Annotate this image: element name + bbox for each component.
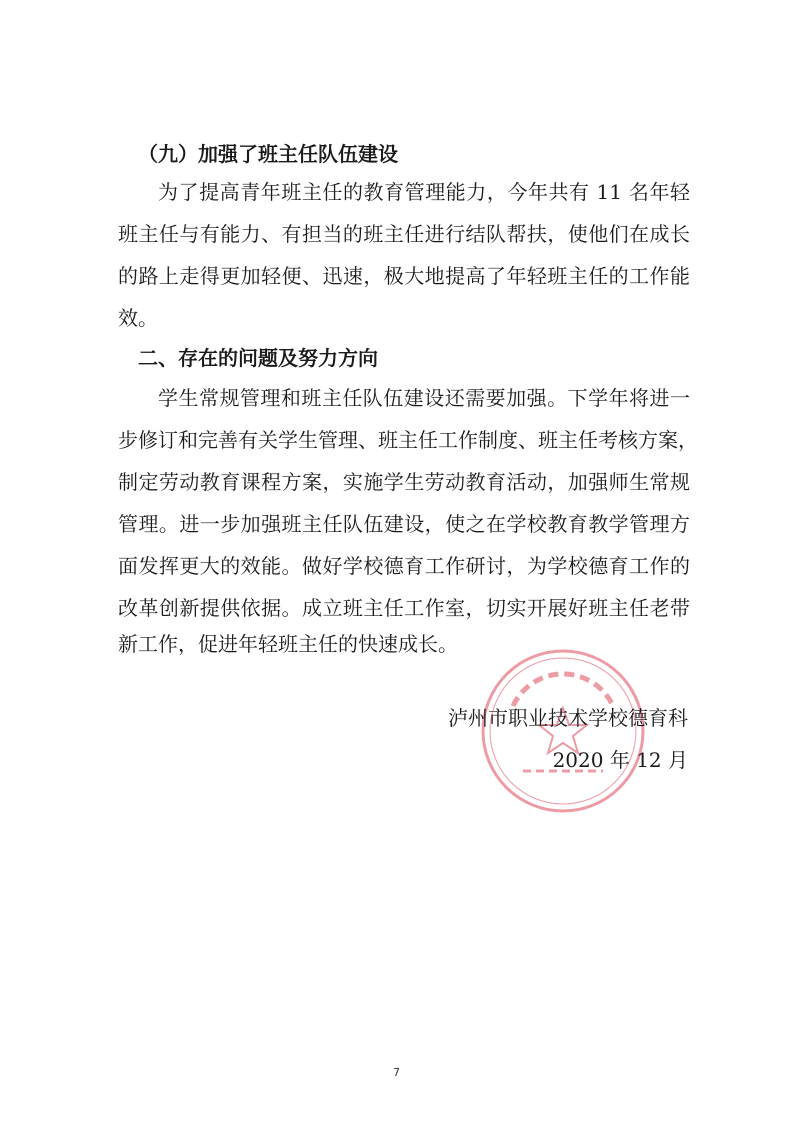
section-9-heading: （九）加强了班主任队伍建设 — [138, 142, 398, 166]
signature-organization: 泸州市职业技术学校德育科 — [448, 706, 688, 730]
section-2-line-2: 步修订和完善有关学生管理、班主任工作制度、班主任考核方案， — [118, 428, 698, 452]
page-number: 7 — [393, 1066, 400, 1079]
signature-date: 2020 年 12 月 — [552, 748, 688, 772]
section-2-line-6: 改革创新提供依据。成立班主任工作室，切实开展好班主任老带 — [118, 596, 690, 620]
section-2-line-3: 制定劳动教育课程方案，实施学生劳动教育活动，加强师生常规 — [118, 470, 690, 494]
section-2-line-4: 管理。进一步加强班主任队伍建设，使之在学校教育教学管理方 — [118, 512, 690, 536]
section-9-line-1: 为了提高青年班主任的教育管理能力，今年共有 11 名年轻 — [158, 180, 690, 204]
section-2-line-7: 新工作，促进年轻班主任的快速成长。 — [118, 632, 458, 656]
section-9-line-3: 的路上走得更加轻便、迅速，极大地提高了年轻班主任的工作能 — [118, 264, 690, 288]
section-2-heading: 二、存在的问题及努力方向 — [138, 346, 378, 370]
section-2-line-1: 学生常规管理和班主任队伍建设还需要加强。下学年将进一 — [158, 386, 690, 410]
section-9-line-4: 效。 — [118, 306, 158, 330]
section-9-line-2: 班主任与有能力、有担当的班主任进行结队帮扶，使他们在成长 — [118, 222, 690, 246]
section-2-line-5: 面发挥更大的效能。做好学校德育工作研讨，为学校德育工作的 — [118, 554, 690, 578]
